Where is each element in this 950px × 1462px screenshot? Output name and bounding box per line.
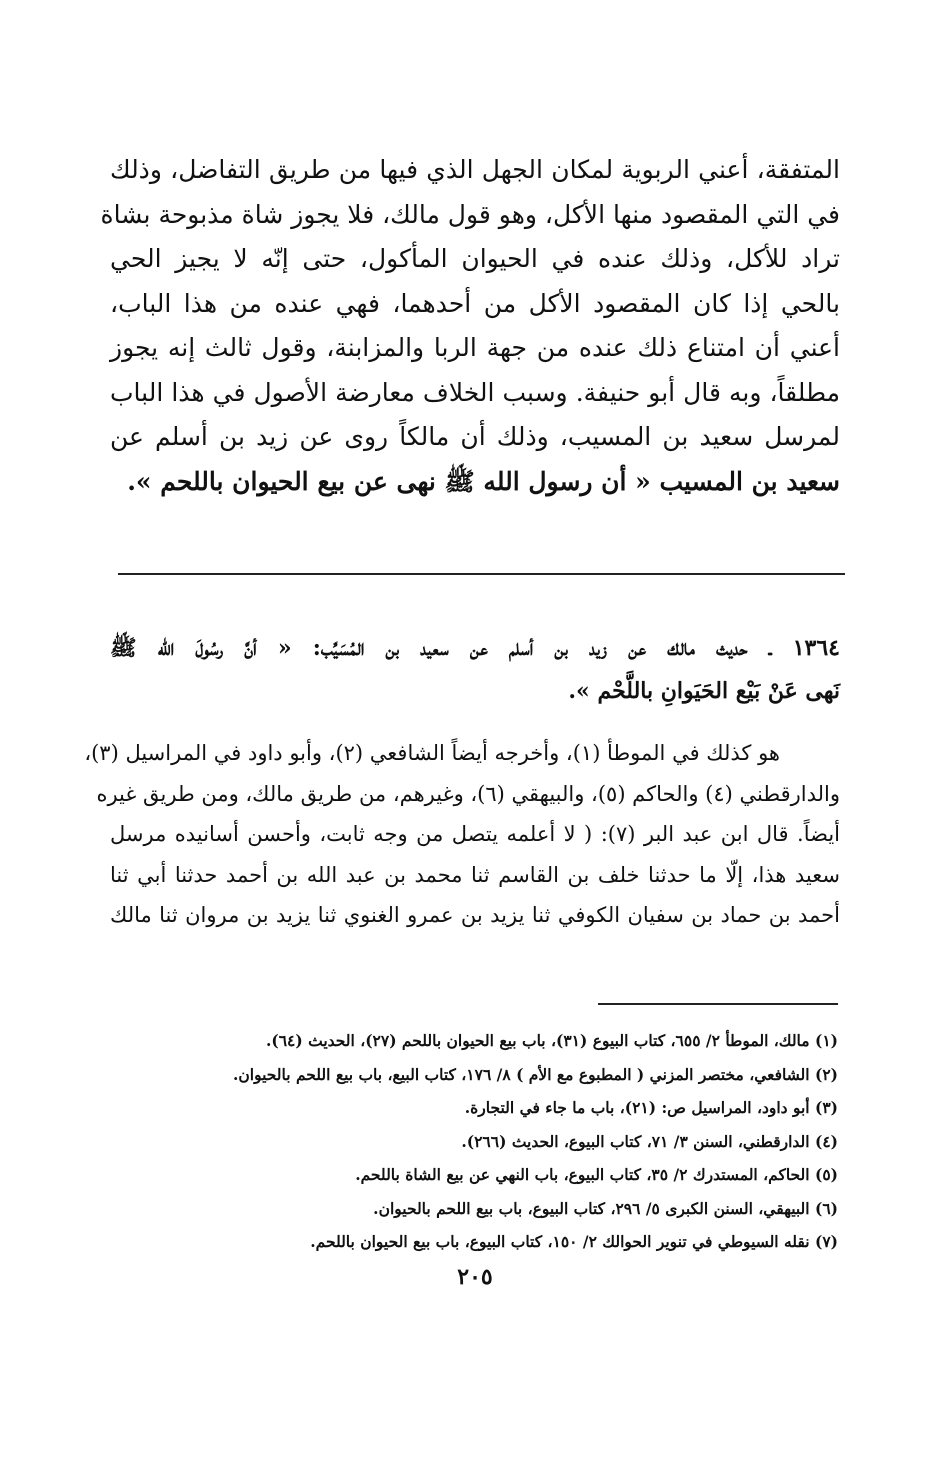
commentary-line: سعيد هذا، إلّا ما حدثنا خلف بن القاسم ثنا محمد بن عبد الله بن أحمد حدثنا أبي ثنا — [110, 862, 840, 887]
hadith-heading — [110, 627, 840, 713]
main-text-block — [100, 148, 840, 504]
commentary-line: أيضاً. قال ابن عبد البر (٧): ( لا أعلمه يتصل من وجه ثابت، وأحسن أسانيده مرسل — [110, 822, 840, 846]
footnote-divider — [598, 1003, 838, 1005]
main-text-line: المتفقة، أعني الربوية لمكان الجهل الذي فيها من طريق التفاضل، وذلك — [110, 155, 840, 184]
footnote: (١) مالك، الموطأ ٢/ ٦٥٥، كتاب البيوع (٣١)، باب بيع الحيوان باللحم (٢٧)، الحديث (٦٤). — [265, 1031, 838, 1050]
section-divider — [118, 573, 845, 575]
commentary-line: والدارقطني (٤) والحاكم (٥)، والبيهقي (٦)، وغيرهم، من طريق مالك، ومن طريق غيره — [96, 781, 840, 806]
main-text-line: مطلقاً، وبه قال أبو حنيفة. وسبب الخلاف معارضة الأصول في هذا الباب — [110, 377, 840, 407]
footnote: (٣) أبو داود، المراسيل ص: (٢١)، باب ما جاء في التجارة. — [464, 1098, 838, 1117]
commentary-line: هو كذلك في الموطأ (١)، وأخرجه أيضاً الشافعي (٢)، وأبو داود في المراسيل (٣)، — [84, 741, 780, 765]
footnote: (٦) البيهقي، السنن الكبرى ٥/ ٢٩٦، كتاب البيوع، باب بيع اللحم بالحيوان. — [373, 1198, 838, 1218]
page-number: ٢٠٥ — [457, 1264, 493, 1290]
footnote: (٤) الدارقطني، السنن ٣/ ٧١، كتاب البيوع، الحديث (٢٦٦). — [461, 1131, 838, 1151]
main-text-line-bold: سعيد بن المسيب « أن رسول الله ﷺ نهى عن بيع الحيوان باللحم ». — [127, 466, 840, 496]
footnote: (٧) نقله السيوطي في تنوير الحوالك ٢/ ١٥٠، كتاب البيوع، باب بيع الحيوان باللحم. — [310, 1232, 838, 1251]
hadith-line: ١٣٦٤ ـ حديث مالك عن زيد بن أسلم عن سعيد بن المُسَيِّب: « أنَّ رسُولَ الله ﷺ — [110, 635, 840, 661]
main-text-line: أعني أن امتناع ذلك عنده من جهة الربا والمزابنة، وقول ثالث إنه يجوز — [110, 333, 840, 362]
main-text-line: تراد للأكل، وذلك عنده في الحيوان المأكول، حتى إنّه لا يجيز الحي — [110, 244, 840, 273]
footnotes-block — [108, 1024, 838, 1259]
hadith-line: نَهى عَنْ بَيْع الحَيَوانِ باللَّحْم ». — [568, 678, 840, 704]
main-text-line: بالحي إذا كان المقصود الأكل من أحدهما، فهي عنده من هذا الباب، — [110, 288, 840, 318]
main-text-line: لمرسل سعيد بن المسيب، وذلك أن مالكاً روى عن زيد بن أسلم عن — [110, 422, 840, 451]
commentary-line: أحمد بن حماد بن سفيان الكوفي ثنا يزيد بن عمرو الغنوي ثنا يزيد بن مروان ثنا مالك — [110, 903, 840, 927]
footnote: (٥) الحاكم، المستدرك ٢/ ٣٥، كتاب البيوع، باب النهي عن بيع الشاة باللحم. — [355, 1165, 838, 1184]
commentary-block — [84, 733, 840, 936]
main-text-line: في التي المقصود منها الأكل، وهو قول مالك، فلا يجوز شاة مذبوحة بشاة — [100, 199, 840, 229]
footnote: (٢) الشافعي، مختصر المزني ( المطبوع مع الأم ) ٨/ ١٧٦، كتاب البيع، باب بيع اللحم بالحيوان. — [233, 1064, 838, 1084]
